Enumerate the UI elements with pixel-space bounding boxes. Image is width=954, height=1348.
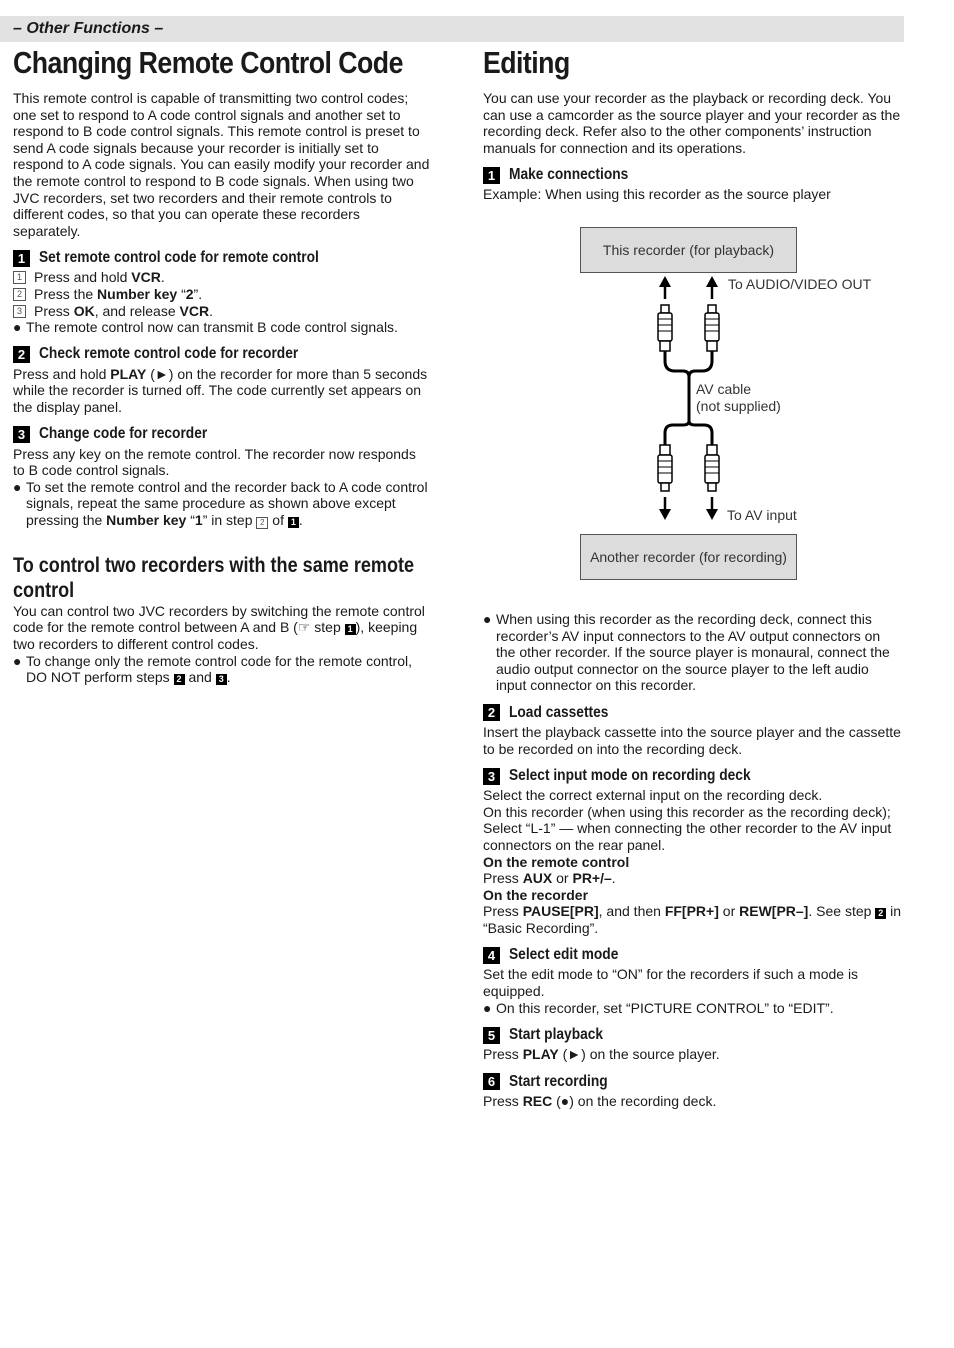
bullet-icon: ●: [13, 319, 22, 336]
substep-1: 1 Press and hold VCR.: [13, 269, 431, 286]
step-number: 1: [483, 167, 500, 184]
step-heading-edit-mode: [483, 944, 903, 966]
step-body: Set the edit mode to “ON” for the recorders if such a mode is equipped.: [483, 966, 859, 1000]
page-title-editing: Editing: [483, 45, 570, 80]
step-body: Press PLAY (►) on the source player.: [483, 1046, 720, 1063]
bullet-note: ● On this recorder, set “PICTURE CONTROL” to “EDIT”.: [483, 999, 834, 1016]
step-title: Load cassettes: [509, 703, 609, 721]
bullet-icon: ●: [483, 610, 492, 627]
rca-plug-icon: [658, 445, 672, 491]
step-number: 6: [483, 1073, 500, 1090]
step-number: 2: [483, 704, 500, 721]
step-number: 4: [483, 947, 500, 964]
rca-plug-icon: [658, 305, 672, 351]
arrow-down-icon: [706, 497, 718, 520]
substep-2: 2 Press the Number key “2”.: [13, 286, 431, 303]
substep-3: 3 Press OK, and release VCR.: [13, 303, 431, 320]
cable-note: (not supplied): [696, 397, 781, 414]
av-input-label: To AV input: [727, 506, 797, 523]
cable-line: [665, 351, 712, 445]
step-title: Select input mode on recording deck: [509, 766, 751, 784]
step-body: Press REC (●) on the recording deck.: [483, 1092, 717, 1109]
step-title: Start recording: [509, 1072, 608, 1090]
rca-plug-icon: [705, 445, 719, 491]
connection-example: Example: When using this recorder as the source player: [483, 186, 831, 203]
step-number: 3: [13, 426, 30, 443]
step-title: Start playback: [509, 1025, 604, 1043]
step-number: 2: [13, 346, 30, 363]
step-number: 5: [483, 1027, 500, 1044]
subheading-recorder: On the recorder: [483, 886, 589, 903]
two-recorders-body: You can control two JVC recorders by switching the remote control code for the remote control between A and B (☞ step 1 ), keeping two recorders to different control codes.: [13, 602, 425, 653]
bullet-note: ● The remote control now can transmit B code control signals.: [13, 319, 398, 336]
step-title: Change code for recorder: [39, 425, 208, 443]
step-heading-start-recording: [483, 1071, 903, 1093]
page-title-remote-code: Changing Remote Control Code: [13, 45, 403, 80]
step-heading-set-code: [13, 247, 431, 269]
arrow-up-icon: [659, 276, 671, 299]
step-heading-start-playback: [483, 1024, 903, 1046]
step-heading-check-code: [13, 344, 431, 366]
bullet-note: ● To set the remote control and the recorder back to A code control signals, repeat the same procedure as shown above except pressing the Number key “1” in step 2 of 1 .: [13, 478, 428, 528]
av-cable-graphic: [483, 211, 903, 611]
substep-number: 2: [13, 288, 26, 301]
step-body: Press AUX or PR+/–.: [483, 870, 616, 887]
section-title-two-recorders: To control two recorders with the same remote control: [13, 553, 415, 602]
step-body: On this recorder (when using this recorder as the recording deck); Select “L-1” — when connecting the other recorder to the AV input connectors on the rear panel.: [483, 803, 892, 853]
step-body: Press and hold PLAY (►) on the recorder for more than 5 seconds while the recorder is turned off. The code currently set appears on the display panel.: [13, 365, 428, 415]
arrow-down-icon: [659, 497, 671, 520]
bullet-icon: ●: [483, 999, 492, 1016]
step-body: Press any key on the remote control. The recorder now responds to B code control signals.: [13, 445, 416, 479]
bullet-icon: ●: [13, 652, 22, 669]
substep-ref: 2: [256, 517, 268, 529]
rca-plug-icon: [705, 305, 719, 351]
step-heading-change-code: [13, 424, 431, 446]
step-ref: 3: [216, 674, 227, 685]
cable-label: AV cable: [696, 380, 751, 397]
arrow-up-icon: [706, 276, 718, 299]
subheading-remote: On the remote control: [483, 853, 630, 870]
recording-recorder-box: Another recorder (for recording): [580, 534, 797, 580]
step-heading-make-connections: [483, 164, 903, 186]
step-heading-load-cassettes: [483, 702, 903, 724]
section-header-bar: [0, 16, 904, 42]
step-title: Set remote control code for remote control: [39, 249, 319, 267]
step-heading-select-input: [483, 765, 903, 787]
playback-recorder-box: This recorder (for playback): [580, 227, 797, 273]
step-number: 1: [13, 250, 30, 267]
step-ref: 1: [288, 517, 299, 528]
step-body: Insert the playback cassette into the source player and the cassette to be recorded on into the recording deck.: [483, 723, 901, 757]
left-column: [13, 44, 431, 686]
audio-video-out-label: To AUDIO/VIDEO OUT: [728, 275, 872, 292]
substep-number: 3: [13, 305, 26, 318]
bullet-note: ● When using this recorder as the recording deck, connect this recorder’s AV input connectors to the AV output connectors on the other recorder. If the source player is monaural, connect the audio output connector on the source player to the left audio input connector on this recorder.: [483, 610, 890, 694]
substep-number: 1: [13, 271, 26, 284]
step-title: Make connections: [509, 166, 629, 184]
step-body: Press PAUSE[PR], and then FF[PR+] or REW[PR–]. See step 2 in “Basic Recording”.: [483, 903, 902, 936]
remote-code-intro: This remote control is capable of transmitting two control codes; one set to respond to A code control signals and another set to respond to B code control signals. This remote control is preset to send A code signals because your recorder is initially set to respond to A code signals. You can easily modify your recorder and the remote control to respond to B code signals. When using two JVC recorders, set two recorders and their remote controls to different codes, so that you can operate these recorders separately.: [13, 90, 430, 239]
step-title: Check remote control code for recorder: [39, 345, 299, 363]
section-header: – Other Functions –: [13, 20, 164, 37]
step-ref: 2: [875, 908, 886, 919]
step-number: 3: [483, 768, 500, 785]
connection-diagram: [483, 211, 903, 611]
step-ref: 1: [345, 624, 356, 635]
step-title: Select edit mode: [509, 946, 619, 964]
bullet-note: ● To change only the remote control code for the remote control, DO NOT perform steps 2 and 3 .: [13, 652, 412, 686]
step-ref: 2: [174, 674, 185, 685]
right-column: [483, 44, 903, 1109]
bullet-icon: ●: [13, 478, 22, 495]
step-body: Select the correct external input on the recording deck.: [483, 787, 823, 804]
editing-intro: You can use your recorder as the playback or recording deck. You can use a camcorder as the source player and your recorder as the recording deck. Refer also to the other components’ instruction manuals for connection and its operations.: [483, 90, 901, 156]
